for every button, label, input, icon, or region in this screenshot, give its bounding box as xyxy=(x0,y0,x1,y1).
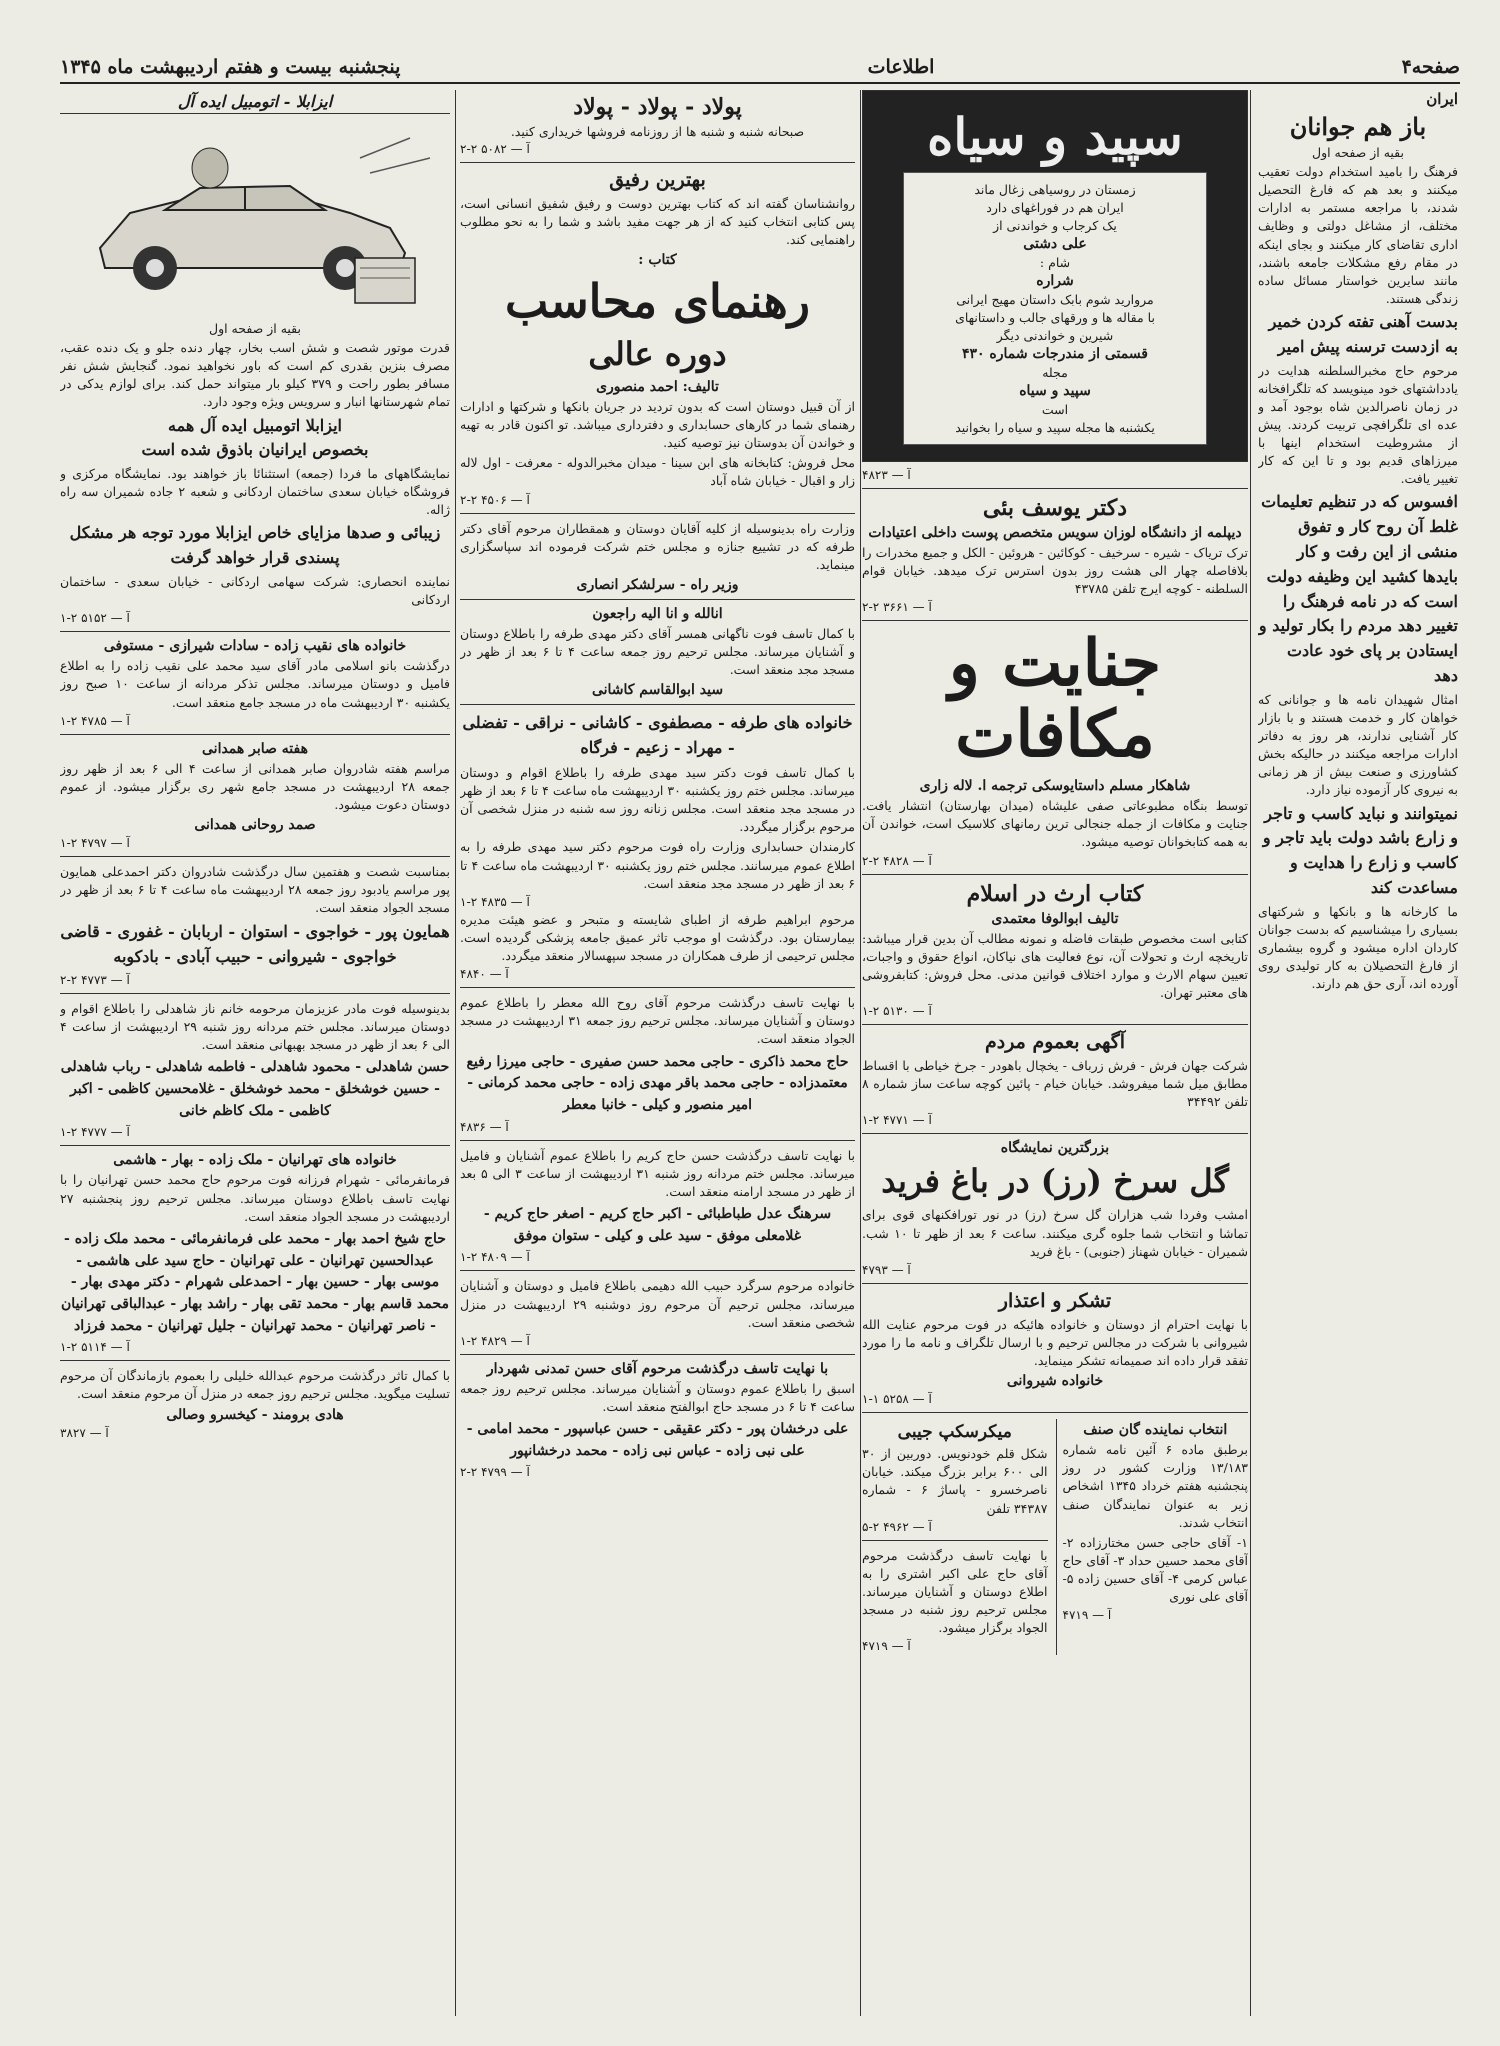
article-subheading: بدست آهنی تفته کردن خمیر xyxy=(1268,312,1458,331)
article-paragraph: امثال شهیدان نامه ها و جوانانی که خواهان کار و خدمت هستند و با بازار کار آشنایی ندارند، هر روز به دفاتر ادارات مراجعه میکنند در حالیکه بخش کشاورزی و صنعت بیش از هر زمانی به نیروی کار آزموده نیاز دارد. xyxy=(1258,691,1458,798)
thanks-ad: تشکر و اعتذار با نهایت احترام از دوستان و خانواده هائیکه در فوت مرحوم عنایت الله شیروانی با شرکت در مجالس ترحیم و با ارسال تلگراف و نامه ما را مورد تفقد قرار داده اند صمیمانه تشکر مینماید. خانواده شیروانی آ — ۵۲۵۸ ۱-۱ xyxy=(862,1289,1248,1407)
paper-name: اطلاعات xyxy=(867,56,935,78)
sepid-siah-ad xyxy=(862,90,1248,462)
page-number: صفحه۴ xyxy=(1401,56,1460,78)
obituary-dehimi: خانواده مرحوم سرگرد حبیب الله دهیمی باطلاع فامیل و دوستان و آشنایان میرساند، مجلس ترحیم آن مرحوم روز دوشنبه ۲۹ اردیبهشت در منزل شخصی منعقد است. آ — ۴۸۲۹ ۲-۱ xyxy=(460,1278,855,1348)
ads-column-2 xyxy=(862,90,1248,2016)
memorial-saber: هفته صابر همدانی مراسم هفته شادروان صابر همدانی از ساعت ۴ الی ۶ بعد از ظهر روز جمعه ۲۸ اردیبهشت در مسجد جامع شهر ری برگزار میشود. از عموم دوستان دعوت میشود. صمد روحانی همدانی آ — ۴۷۹۷ ۲-۱ xyxy=(60,740,450,851)
izabella-car-ad: ایزابلا - اتومبیل ایده آل بقیه از صفحه اول قدرت موتور شصت و شش اسب بخار، چهار دنده جلو و یک دنده عقب، مصرف بنزین بقدری کم است که باور نخواهید نمود. گنجایش شش نفر مسافر بطور راحت و ۳۷۹ کیلو بار میتواند حمل کند. برای لوازم یدکی در تمام شهرستانها انبار و سرویس ویژه وجود دارد. ایزابلا اتومبیل ایده آل همه بخصوص ایرانیان باذوق شده است نمایشگاههای ما فردا (جمعه) استثنائا باز خواهند بود. نمایشگاه مرکزی و فروشگاه خیابان سعدی ساختمان اردکانی و شعبه ۲ جاده شمیران سه راه ژاله. زیبائی و صدها مزایای خاص ایزابلا مورد توجه هر مشکل پسندی قرار خواهد گرفت نماینده انحصاری: شرکت سهامی اردکانی - خیابان سعدی - ساختمان اردکانی آ — ۵۱۵۲ ۲-۱ xyxy=(60,92,450,626)
car-ad-ribbon: ایزابلا - اتومبیل ایده آل xyxy=(60,90,450,114)
memorial-homayoun: بمناسبت شصت و هفتمین سال درگذشت شادروان دکتر احمدعلی همایون پور مراسم یادبود روز جمعه ۲۸ اردیبهشت ماه ساعت ۴ تا ۶ بعد از ظهر در مسجد الجواد منعقد است. همایون پور - خواجوی - استوان - اربابان - غفوری - قاضی خواجوی - شیروانی - حبیب آبادی - بادکوبه آ — ۴۷۷۳ ۲-۲ xyxy=(60,864,450,988)
condolence-kikhosro: با کمال تاثر درگذشت مرحوم عبدالله خلیلی را بعموم بازماندگان آن مرحوم تسلیت میگوید. مجلس ترحیم روز جمعه در منزل آن مرحوم منعقد است. هادی برومند - کیخسرو وصالی آ — ۳۸۲۷ xyxy=(60,1368,450,1440)
rose-exhibition-ad: بزرگترین نمایشگاه گل سرخ (رز) در باغ فرید امشب وفردا شب هزاران گل سرخ (رز) در نور تورافکنهای قوی برای تماشا و انتخاب شما جلوه گری میکنند. ساعت ۶ بعد از ظهر تا ۱۰ شب. شمیران - خیابان شهناز (جنوبی) - باغ فرید آ — ۴۷۹۳ xyxy=(862,1140,1248,1277)
ads-column-4 xyxy=(60,90,450,2016)
car-illustration xyxy=(60,118,450,318)
obituary-moattar: با نهایت تاسف درگذشت مرحوم آقای روح الله معطر را باطلاع عموم دوستان و آشنایان میرساند. مجلس ترحیم روز جمعه ۳۱ اردیبهشت در مسجد الجواد منعقد است. حاج محمد ذاکری - حاجی محمد حسن صفیری - حاجی میرزا رفیع معتمدزاده - حاجی محمد باقر مهدی زاده - حاجی محمد کرمانی - امیر منصور و کیلی - خانبا معطر آ — ۴۸۳۶ xyxy=(460,995,855,1134)
article-paragraph: ما کارخانه ها و بانکها و شرکتهای بسیاری را میشناسیم که بدست جوانان کاردان اداره میشود و گروه بیشماری از فارغ التحصیلان به کار تولیدی روی آورده اند، آری حق هم دارند. xyxy=(1258,903,1458,992)
ads-column-3 xyxy=(460,90,855,2016)
news-column xyxy=(1258,90,1458,2016)
article-paragraph: مرحوم حاج مخبرالسلطنه هدایت در یادداشتهای خود مینویسد که تلگرافخانه در زمان ناصرالدین شاه بوجود آمد و عده ای تلگرافچی تربیت کردند. پیش از مشروطیت استخدام اینها با میرزاهای قدیم بود و تا این که کار تغییر یافت. xyxy=(1258,362,1458,487)
obituary-tamadoni: با نهایت تاسف درگذشت مرحوم آقای حسن تمدنی شهردار اسبق را باطلاع عموم دوستان و آشنایان میرساند. مجلس ترحیم روز جمعه ساعت ۴ تا ۶ در مسجد حاج ابوالفتح منعقد است. علی درخشان پور - دکتر عقیقی - حسن عباسپور - محمد امامی - علی نبی زاده - عباس نبی زاده - محمد درخشانپور آ — ۴۷۹۹ ۲-۲ xyxy=(460,1360,855,1480)
ad-code: آ — ۴۸۲۳ xyxy=(862,468,911,482)
obituary-shahedi: بدینوسیله فوت مادر عزیزمان مرحومه خانم ناز شاهدلی را باطلاع اقوام و دوستان میرساند. مجلس ختم مردانه روز شنبه ۲۹ اردیبهشت از ساعت ۴ الی ۶ بعد از ظهر در مسجد بهبهانی منعقد است. حسن شاهدلی - محمود شاهدلی - فاطمه شاهدلی - رباب شاهدلی - حسین خوشخلق - محمد خوشخلق - غلامحسین کاظمی - اکبر کاظمی - ملک کاظم خانی آ — ۴۷۷۷ ۲-۱ xyxy=(60,1001,450,1140)
obituary-tarfe: خانواده های طرفه - مصطفوی - کاشانی - نراقی - تفضلی - مهراد - زعیم - فرگاه با کمال تاسف فوت دکتر سید مهدی طرفه را باطلاع اقوام و دوستان میرساند. مجلس ختم روز یکشنبه ۳۰ اردیبهشت ماه ساعت ۴ تا ۶ بعد از ظهر در مسجد مجد منعقد است. مجلس زنانه روز سه شنبه در منزل شخصی آن مرحوم برگزار میگردد. کارمندان حسابداری وزارت راه فوت مرحوم دکتر سید مهدی طرفه را به اطلاع عموم میرسانند. مجلس ختم روز یکشنبه ۳۰ اردیبهشت ماه ساعت ۴ تا ۶ بعد از ظهر در مسجد مجد منعقد است. آ — ۴۸۳۵ ۲-۱ مرحوم ابراهیم طرفه از اطبای شایسته و متبحر و عضو هیئت مدیره بیمارستان بود. درگذشت او موجب تاثر عمیق جامعه پزشکی گردیده است. مجلس ترحیمی از طرف همکاران در مسجد سپهسالار منعقد میگردد. آ — ۴۸۴۰ xyxy=(460,713,855,982)
magazine-logo: سپید و سیاه xyxy=(927,107,1183,166)
article-subheading: نمیتوانند و نباید کاسب و تاجر و زارع باشد دولت باید تاجر و کاسب و زارع را هدایت و مساعدت کند xyxy=(1262,803,1458,897)
crime-punishment-ad: جنایت و مکافات شاهکار مسلم داستایوسکی ترجمه ا. لاله زاری توسط بنگاه مطبوعاتی صفی علیشاه (میدان بهارستان) انتشار یافت. جنایت و مکافات از جمله جنجالی ترین رمانهای کلاسیک است، خواندن آن به همه کتابخوانان توصیه میشود. آ — ۴۸۲۸ ۲-۲ xyxy=(862,626,1248,868)
microscope-ad: میکرسکپ جیبی شکل قلم خودنویس. دوربین از ۳۰ الی ۶۰۰ برابر بزرگ میکند. خیابان ناصرخسرو - پاساژ ۶ - شماره ۳۴۳۸۷ تلفن آ — ۴۹۶۲ ۲-۵ با نهایت تاسف درگذشت مرحوم آقای حاج علی اکبر اشتری را به اطلاع دوستان و آشنایان میرساند. مجلس ترحیم روز شنبه در مسجد الجواد برگزار میشود. آ — ۴۷۱۹ xyxy=(862,1422,1048,1654)
pulad-ad: پولاد - پولاد - پولاد صبحانه شنبه و شنبه ها از روزنامه فروشها خریداری کنید. آ — ۵۰۸۲ ۲-۲ xyxy=(460,94,805,156)
obituary-karim: با نهایت تاسف درگذشت حسن حاج کریم را باطلاع عموم آشنایان و فامیل میرساند. مجلس ختم مردانه روز شنبه ۳۱ اردیبهشت از ساعت ۳ الی ۵ بعد از ظهر در مسجد ارامنه منعقد است. سرهنگ عدل طباطبائی - اکبر حاج کریم - اصغر حاج کریم - غلامعلی موفق - سید علی و کیلی - ستوان موفق آ — ۴۸۰۹ ۲-۱ xyxy=(460,1147,855,1265)
inheritance-book-ad: کتاب ارث در اسلام تالیف ابوالوفا معتمدی کتابی است مخصوص طبقات فاضله و نمونه مطالب آن بدین قرار میباشد: تاریخچه ارث و تحولات آن، نوع فعالیت های نیاکان، انواع حقوق و واجبات، تعیین سهام الارث و موارد اختلاف قوانین مدنی. محل فروش: کتابفروشی های معتبر تهران. آ — ۵۱۳۰ ۲-۱ xyxy=(862,880,1248,1019)
accountant-book-ad: بهترین رفیق روانشناسان گفته اند که کتاب بهترین دوست و رفیق شفیق انسانی است، پس کتابی انتخاب کنید که از هر جهت مفید باشد و شما را به نحو مطلوب راهنمایی کند. کتاب : رهنمای محاسب دوره عالی تالیف: احمد منصوری از آن قبیل دوستان است که بدون تردید در جریان بانکها و شرکتها و ادارات رهنمای شما در کارهای حسابداری و دفترداری میباشد. تو اکنون قادر به تهیه و خواندن آن بدوستان نیز توصیه کنید. محل فروش: کتابخانه های ابن سینا - میدان مخبرالدوله - معرفت - اول لاله زار و اقبال - خیابان شاه آباد آ — ۴۵۰۶ ۲-۲ xyxy=(460,169,855,507)
magazine-contents: زمستان در روسیاهی زغال ماند ایران هم در فوراغهای دارد یک کرجاب و خواندنی از علی دشتی شام : شراره مروارید شوم بابک داستان مهیج ایرانی با مقاله ها و ورقهای جالب و داستانهای شیرین و خواندنی دیگر قسمتی از مندرجات شماره ۴۳۰ مجله سپید و سیاه است یکشنبه ها مجله سپید و سیاه را بخوانید xyxy=(903,172,1207,445)
continued-label: بقیه از صفحه اول xyxy=(1311,145,1404,160)
doctor-ad: دکتر یوسف بئی دیپلمه از دانشگاه لوزان سویس متخصص پوست داخلی اعتیادات ترک تریاک - شیره - سرخیف - کوکائین - هروئین - الکل و جمیع مخدرات را بلافاصله چهار الی هشت روز بدون استرس ترک میدهد. خیابان قوام السلطنه - کوچه ایرج تلفن ۴۳۷۸۵ آ — ۳۶۶۱ ۲-۲ xyxy=(862,495,1248,615)
bottom-ads-row xyxy=(862,1419,1248,1655)
section-label: ایران xyxy=(1426,90,1458,108)
continued-label: بقیه از صفحه اول xyxy=(208,321,301,336)
article-subheading: به ازدست ترسنه پیش امیر xyxy=(1277,336,1458,356)
article-headline: باز هم جوانان xyxy=(1289,112,1427,141)
page-header xyxy=(60,52,1460,84)
election-ad: انتخاب نماینده گان صنف برطبق ماده ۶ آئین نامه شماره ۱۳/۱۸۳ وزارت کشور در روز پنجشنبه هفتم خرداد ۱۳۴۵ اشخاص زیر به عنوان نمایندگان صنف انتخاب شدند. ۱- آقای حاجی حسن مختارزاده ۲- آقای محمد حسین حداد ۳- آقای حاج عباس کرمی ۴- آقای حسین زاده ۵- آقای علی نوری آ — ۴۷۱۹ xyxy=(1056,1419,1249,1655)
article-paragraph: فرهنگ را بامید استخدام دولت تعقیب میکنند و بعد هم که فارغ التحصیل شدند، با مراجعه مستمر به ادارات مختلف، از مشاغل دولتی و وظایف اداری تقاضای کار میکنند و بجای اینکه در مقام رفع مشکلات جامعه باشند، مانند سایرین خواستار مسائل ساده زندگی هستند. xyxy=(1258,164,1458,306)
obituary-naghib: خانواده های نقیب زاده - سادات شیرازی - مستوفی درگذشت بانو اسلامی مادر آقای سید محمد علی نقیب زاده را به اطلاع فامیل و دوستان میرساند. مجلس تذکر مردانه از ساعت ۱۰ صبح روز یکشنبه ۳۰ اردیبهشت ماه در مسجد جامع منعقد است. آ — ۴۷۸۵ ۲-۱ xyxy=(60,638,450,728)
ministry-notice: وزارت راه بدینوسیله از کلیه آقایان دوستان و همقطاران مرحوم آقای دکتر طرفه که در تشییع جنازه و مجلس ختم شرکت فرموده اند سپاسگزاری مینماید. وزیر راه - سرلشکر انصاری xyxy=(460,520,855,593)
issue-date: پنجشنبه بیست و هفتم اردیبهشت ماه ۱۳۴۵ xyxy=(60,56,401,78)
public-notice-ad: آگهی بعموم مردم شرکت جهان فرش - فرش زرباف - یخچال باهودر - جرخ خیاطی با اقساط مطابق میل شما میفروشد. خیابان خیام - پائین کوچه ساعت ساز شماره ۸ تلفن ۳۴۴۹۲ آ — ۴۷۷۱ ۲-۱ xyxy=(862,1031,1248,1128)
obituary-innalillah: انالله و انا الیه راجعون با کمال تاسف فوت ناگهانی همسر آقای دکتر مهدی طرفه را باطلاع دوستان و آشنایان میرساند. مجلس ترحیم روز جمعه ساعت ۴ تا ۶ بعد از ظهر در مسجد مجد منعقد است. سید ابوالقاسم کاشانی xyxy=(460,605,855,699)
article-subheading: افسوس که در تنظیم تعلیمات غلط آن روح کار و تفوق منشی از این رفت و کار بایدها کشید این وظیفه دولت است که در نامه فرهنگ را تغییر دهد مردم را بکار تولید و ایستادن بر پای خود عادت دهد xyxy=(1258,492,1458,686)
obituary-tehranian: خانواده های تهرانیان - ملک زاده - بهار - هاشمی فرمانفرمائی - شهرام فرزانه فوت مرحوم حاج محمد حسن تهرانیان را با نهایت تاسف باطلاع دوستان میرساند. مجلس ترحیم روز پنجشنبه ۲۷ اردیبهشت در مسجد الجواد منعقد است. حاج شیخ احمد بهار - محمد علی فرمانفرمائی - محمد ملک زاده - عبدالحسین تهرانیان - علی تهرانیان - حاج سید علی هاشمی - موسی بهار - حسین بهار - احمدعلی شهرام - دکتر مهدی بهار - محمد قاسم بهار - محمد تقی بهار - راشد بهار - عبدالباقی تهرانیان - ناصر تهرانیان - محمد تهرانیان - جلیل تهرانیان - محمد فرزاد آ — ۵۱۱۴ ۲-۱ xyxy=(60,1152,450,1355)
